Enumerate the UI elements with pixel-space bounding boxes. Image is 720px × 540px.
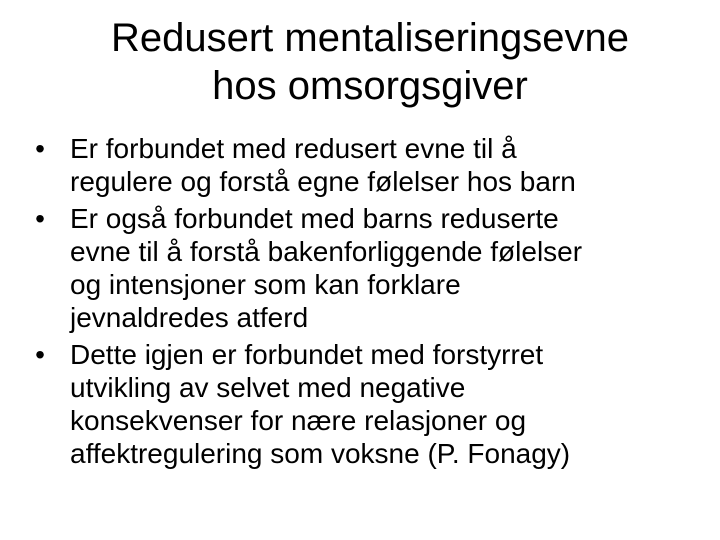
- bullet-line: Dette igjen er forbundet med forstyrret: [70, 339, 544, 370]
- bullet-text: [70, 132, 710, 198]
- bullet-line: Er forbundet med redusert evne til å: [70, 133, 517, 164]
- bullet-text: [70, 338, 710, 470]
- bullet-icon: •: [35, 203, 45, 234]
- bullet-line: affektregulering som voksne (P. Fonagy): [70, 438, 571, 469]
- slide-title-line: Redusert mentaliseringsevne: [110, 16, 630, 60]
- bullet-line: regulere og forstå egne følelser hos barn: [70, 166, 576, 197]
- bullet-item: [30, 338, 710, 470]
- bullet-line: utvikling av selvet med negative: [70, 372, 466, 403]
- bullet-text: [70, 202, 710, 334]
- bullet-list: [30, 132, 710, 474]
- slide-title-line: hos omsorgsgiver: [212, 64, 528, 108]
- bullet-item: [30, 132, 710, 198]
- bullet-line: evne til å forstå bakenforliggende følelser: [70, 236, 583, 267]
- bullet-line: konsekvenser for nære relasjoner og: [70, 405, 527, 436]
- bullet-icon: •: [35, 133, 45, 164]
- bullet-line: jevnaldredes atferd: [70, 302, 309, 333]
- slide-title: [60, 14, 680, 110]
- bullet-line: og intensjoner som kan forklare: [70, 269, 461, 300]
- bullet-item: [30, 202, 710, 334]
- bullet-icon: •: [35, 339, 45, 370]
- bullet-line: Er også forbundet med barns reduserte: [70, 203, 559, 234]
